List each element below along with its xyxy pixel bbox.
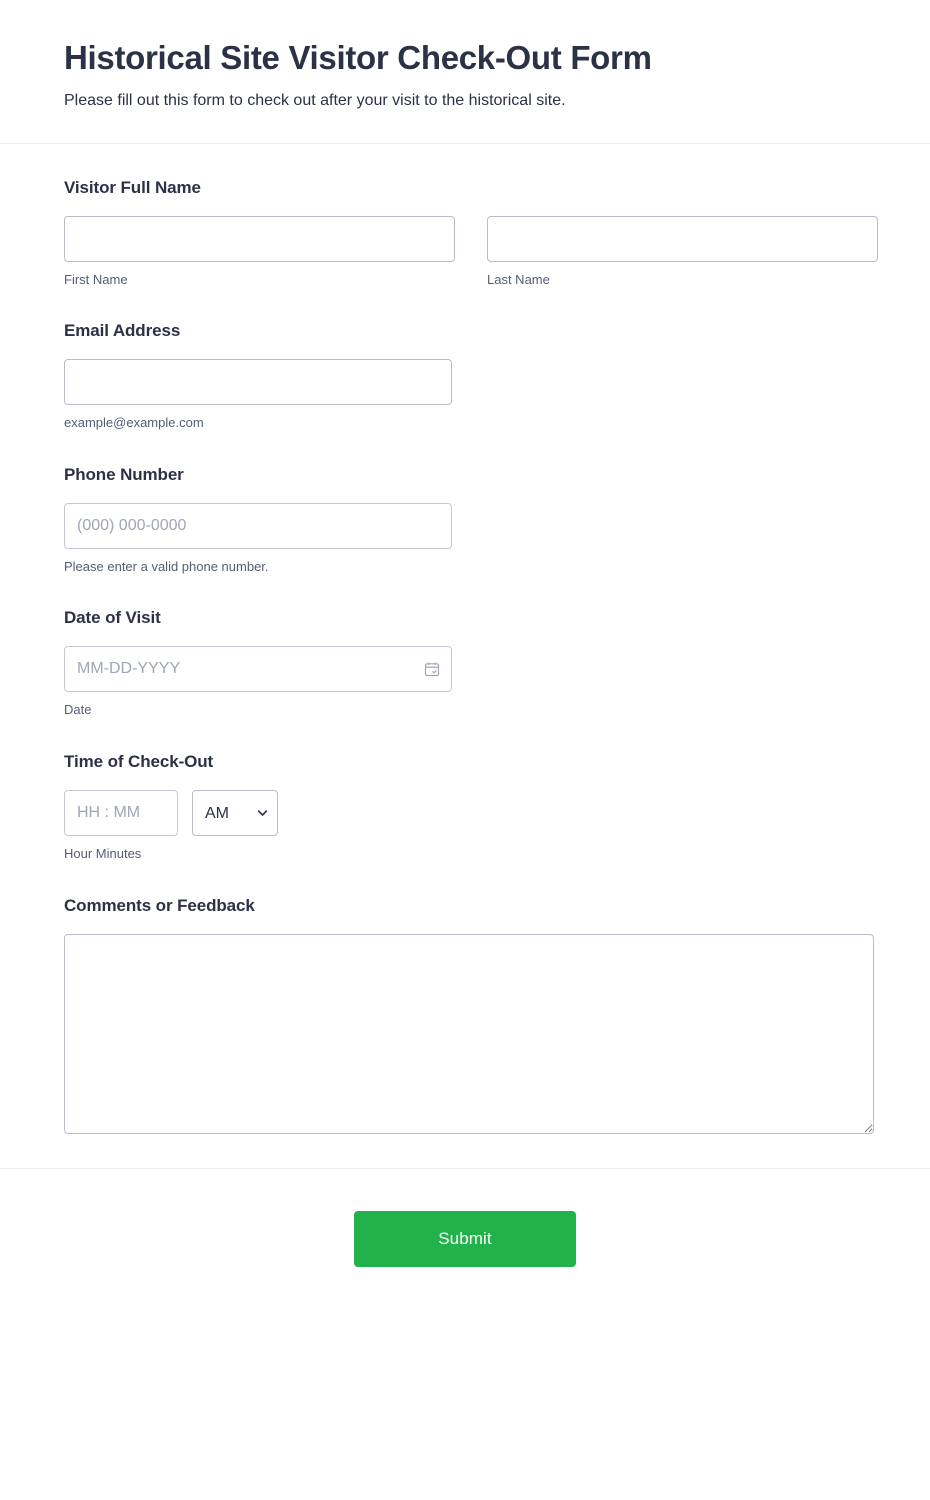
email-address-label: Email Address [64,321,181,341]
email-input[interactable] [64,359,452,405]
first-name-sublabel: First Name [64,271,128,287]
email-sublabel: example@example.com [64,415,204,431]
comments-label: Comments or Feedback [64,895,255,915]
first-name-col [64,216,455,288]
visitor-full-name-label: Visitor Full Name [64,177,201,197]
field-email-address [64,321,866,431]
last-name-input[interactable] [487,216,878,262]
time-input[interactable] [64,790,178,836]
phone-sublabel: Please enter a valid phone number. [64,558,269,574]
comments-textarea[interactable] [64,934,874,1134]
field-phone-number [64,465,866,575]
time-sublabel: Hour Minutes [64,846,142,862]
field-time-of-checkout [64,752,866,862]
date-of-visit-label: Date of Visit [64,608,161,628]
field-visitor-full-name [64,178,866,288]
date-input-wrap [64,646,452,692]
phone-input[interactable] [64,503,452,549]
date-input[interactable] [64,646,452,692]
form-header [0,0,930,144]
field-comments [64,896,866,1134]
time-of-checkout-label: Time of Check-Out [64,752,214,772]
field-date-of-visit [64,608,866,718]
name-inputs-row [64,216,866,288]
date-sublabel: Date [64,702,92,718]
time-inputs-row [64,790,866,836]
phone-number-label: Phone Number [64,464,184,484]
form-footer [0,1168,930,1307]
last-name-col [487,216,878,288]
page-title: Historical Site Visitor Check-Out Form [64,39,652,76]
meridiem-select-wrap [192,790,278,836]
form-body [0,144,930,1134]
form-subtitle: Please fill out this form to check out after your visit to the historical site. [64,92,566,110]
submit-button[interactable]: Submit [354,1211,576,1267]
last-name-sublabel: Last Name [487,271,550,287]
first-name-input[interactable] [64,216,455,262]
meridiem-select[interactable] [192,790,278,836]
